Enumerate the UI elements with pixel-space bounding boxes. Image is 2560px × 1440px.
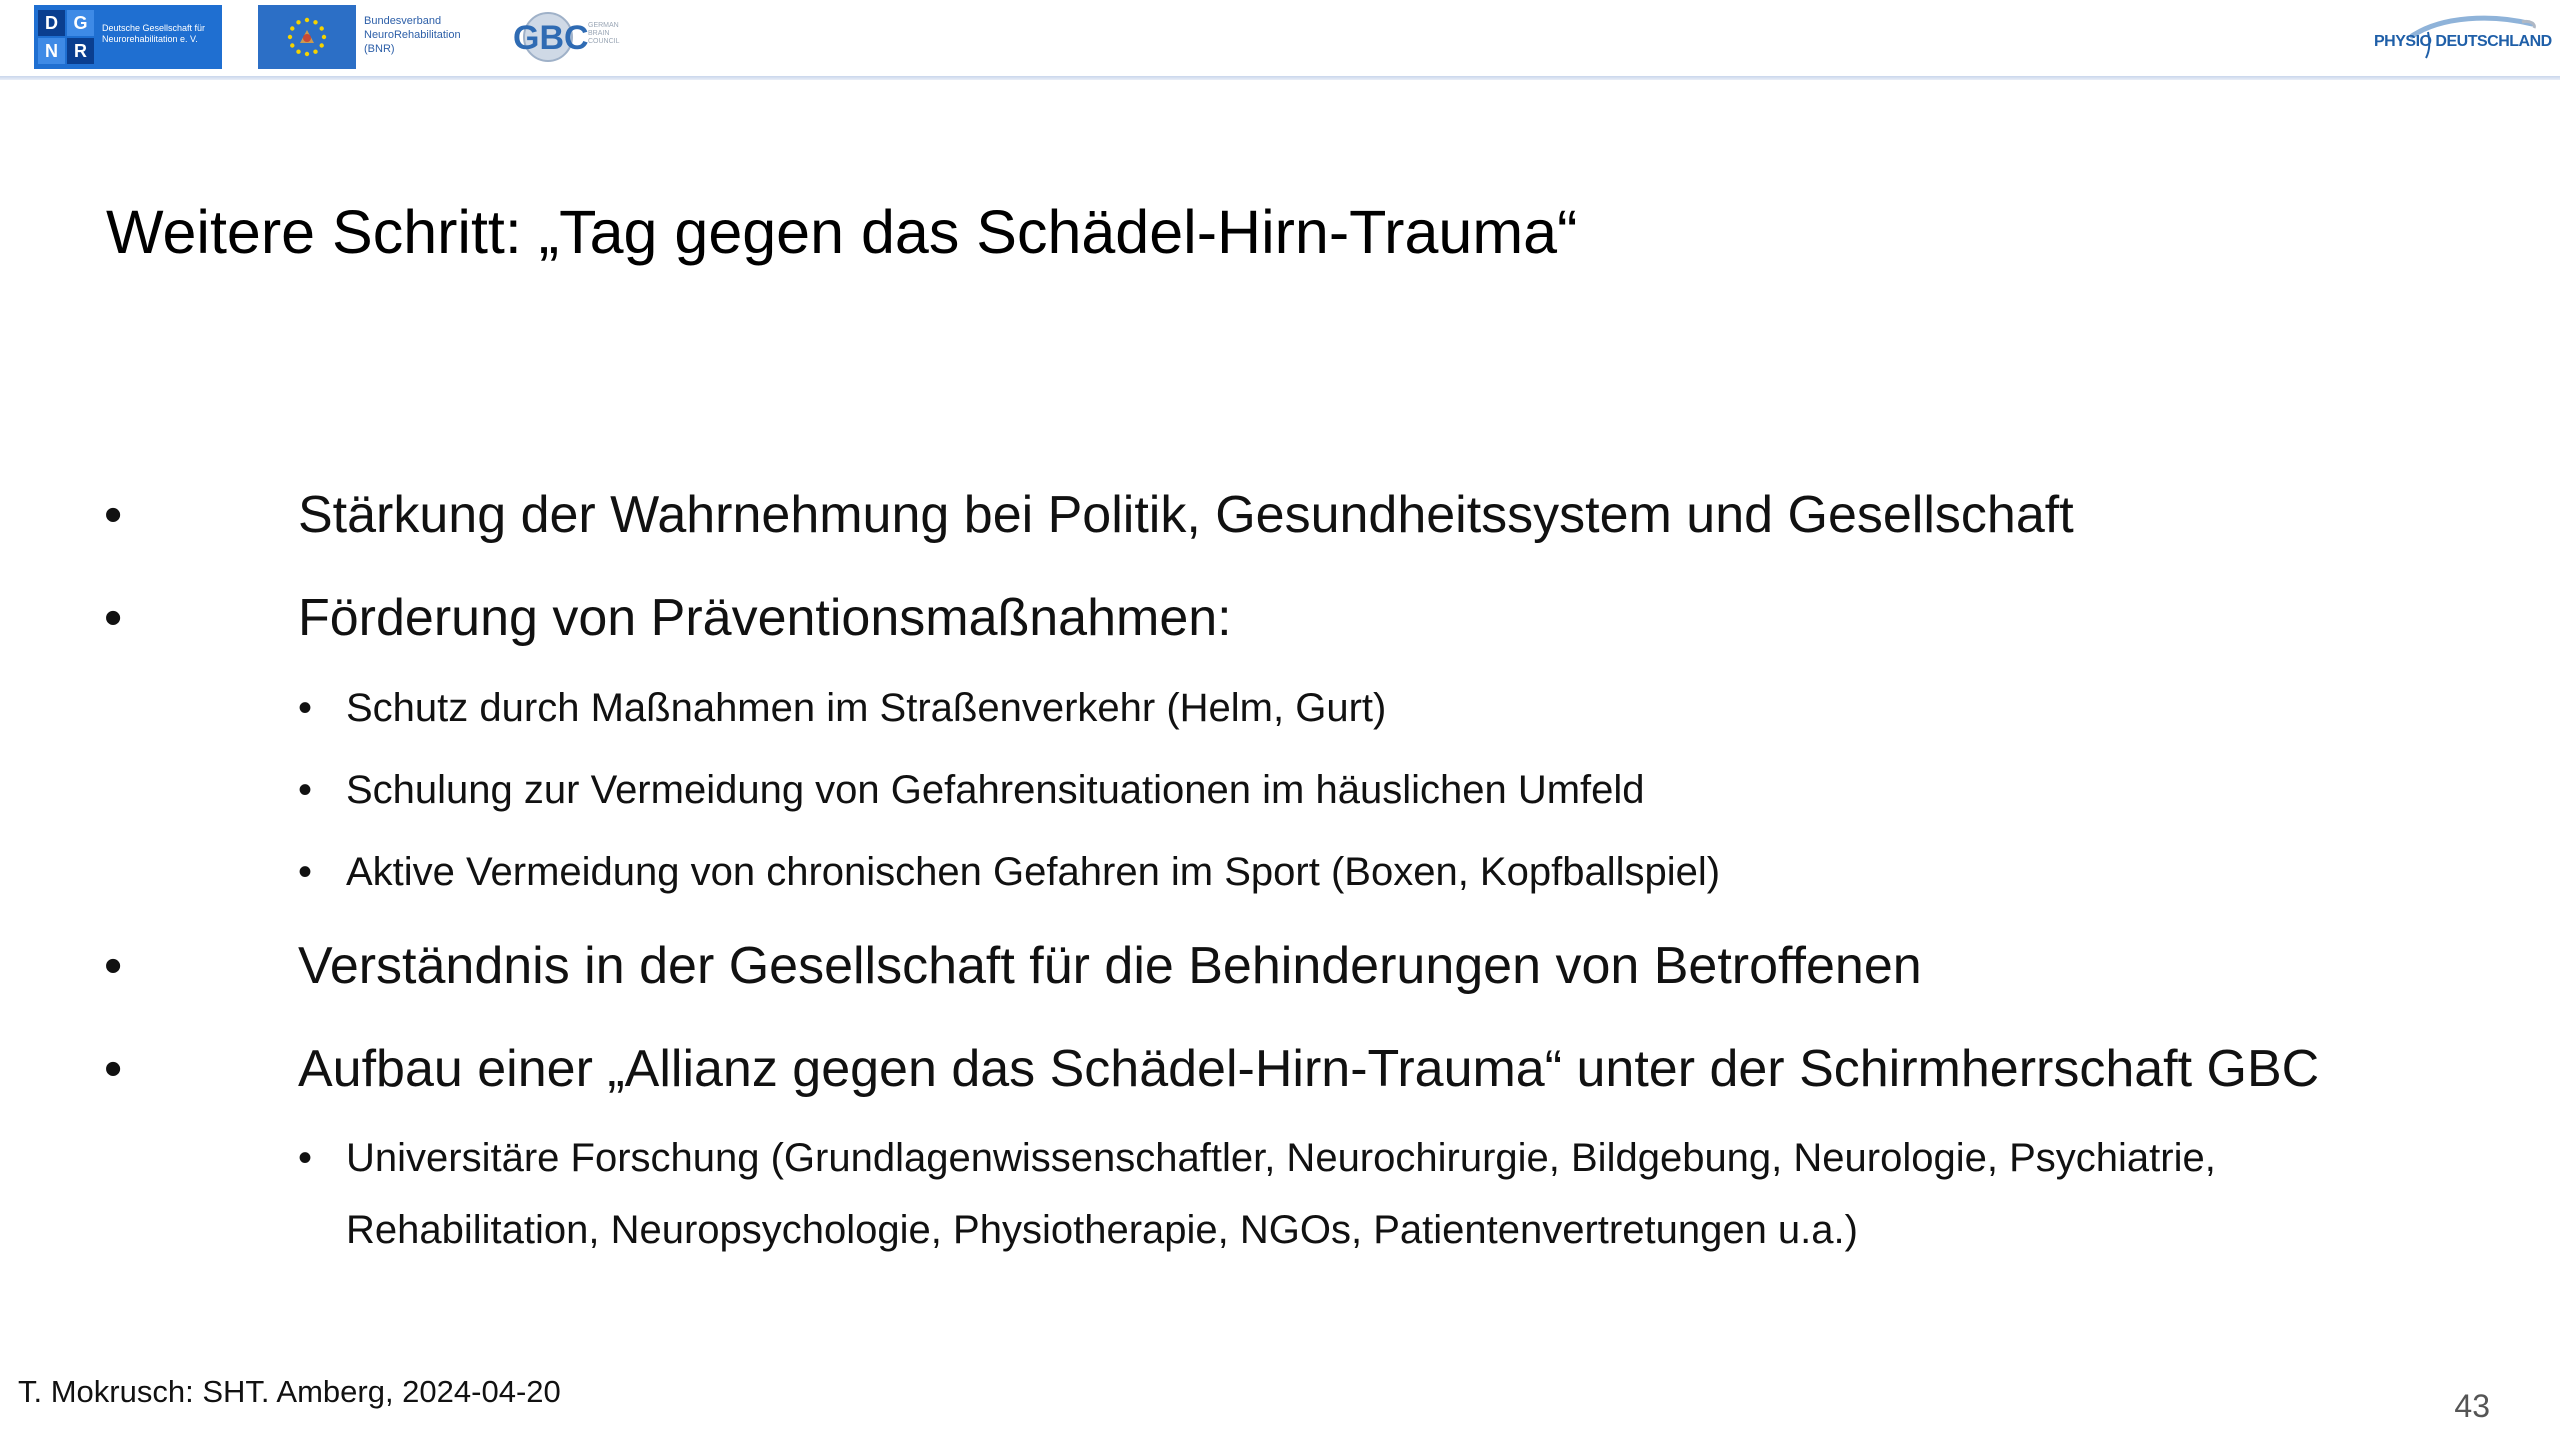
bnr-line-2: NeuroRehabilitation <box>364 29 461 41</box>
bullet-text: Förderung von Präventionsmaßnahmen: <box>298 589 1232 647</box>
sub-bullet-marker: • <box>298 1136 313 1180</box>
bnr-line-3: (BNR) <box>364 43 395 55</box>
bullet-item-2 <box>0 583 2560 653</box>
dgnr-letter-n: N <box>38 38 65 64</box>
slide-title: Weitere Schritt: „Tag gegen das Schädel-Hirn-Trauma“ <box>106 198 1578 266</box>
bullet-text: Stärkung der Wahrnehmung bei Politik, Gesundheitssystem und Gesellschaft <box>298 486 2074 544</box>
gbc-line-2: BRAIN <box>588 30 610 37</box>
dgnr-letter-r: R <box>67 38 94 64</box>
dgnr-letter-g: G <box>67 10 94 36</box>
bullet-text: Verständnis in der Gesellschaft für die Behinderungen von Betroffenen <box>298 937 1922 995</box>
gbc-logo-mark: GBC <box>513 19 589 57</box>
bullet-marker: • <box>104 486 123 544</box>
sub-bullet-text: Schulung zur Vermeidung von Gefahrensituationen im häuslichen Umfeld <box>346 768 1645 812</box>
gbc-line-1: GERMAN <box>588 22 619 29</box>
bullet-item-1 <box>0 480 2560 550</box>
sub-bullet-marker: • <box>298 768 313 812</box>
bullet-item-3 <box>0 931 2560 1001</box>
sub-bullet-marker: • <box>298 850 313 894</box>
dgnr-logo-text: Deutsche Gesellschaft für Neurorehabilitation e. V. <box>102 23 206 44</box>
footer-citation: T. Mokrusch: SHT. Amberg, 2024-04-20 <box>18 1374 561 1409</box>
gbc-line-3: COUNCIL <box>588 38 620 45</box>
dgnr-letter-d: D <box>38 10 65 36</box>
bullet-marker: • <box>104 589 123 647</box>
bnr-line-1: Bundesverband <box>364 15 442 27</box>
page-number: 43 <box>2454 1388 2490 1424</box>
sub-bullet-marker: • <box>298 686 313 730</box>
sub-bullet-text: Universitäre Forschung (Grundlagenwissenschaftler, Neurochirurgie, Bildgebung, Neurologie, Psychiatrie, Rehabilitation, Neuropsychologie, Physiotherapie, NGOs, Patientenvertretungen u.a.) <box>346 1136 2216 1252</box>
physio-logo-text: PHYSIO DEUTSCHLAND <box>2374 33 2552 50</box>
bullet-text: Aufbau einer „Allianz gegen das Schädel-Hirn-Trauma“ unter der Schirmherrschaft GBC <box>298 1040 2320 1098</box>
bullet-item-4 <box>0 1034 2560 1104</box>
sub-bullet-text: Schutz durch Maßnahmen im Straßenverkehr (Helm, Gurt) <box>346 686 1387 730</box>
bullet-marker: • <box>104 937 123 995</box>
sub-bullet-text: Aktive Vermeidung von chronischen Gefahren im Sport (Boxen, Kopfballspiel) <box>346 850 1721 894</box>
bullet-marker: • <box>104 1040 123 1098</box>
